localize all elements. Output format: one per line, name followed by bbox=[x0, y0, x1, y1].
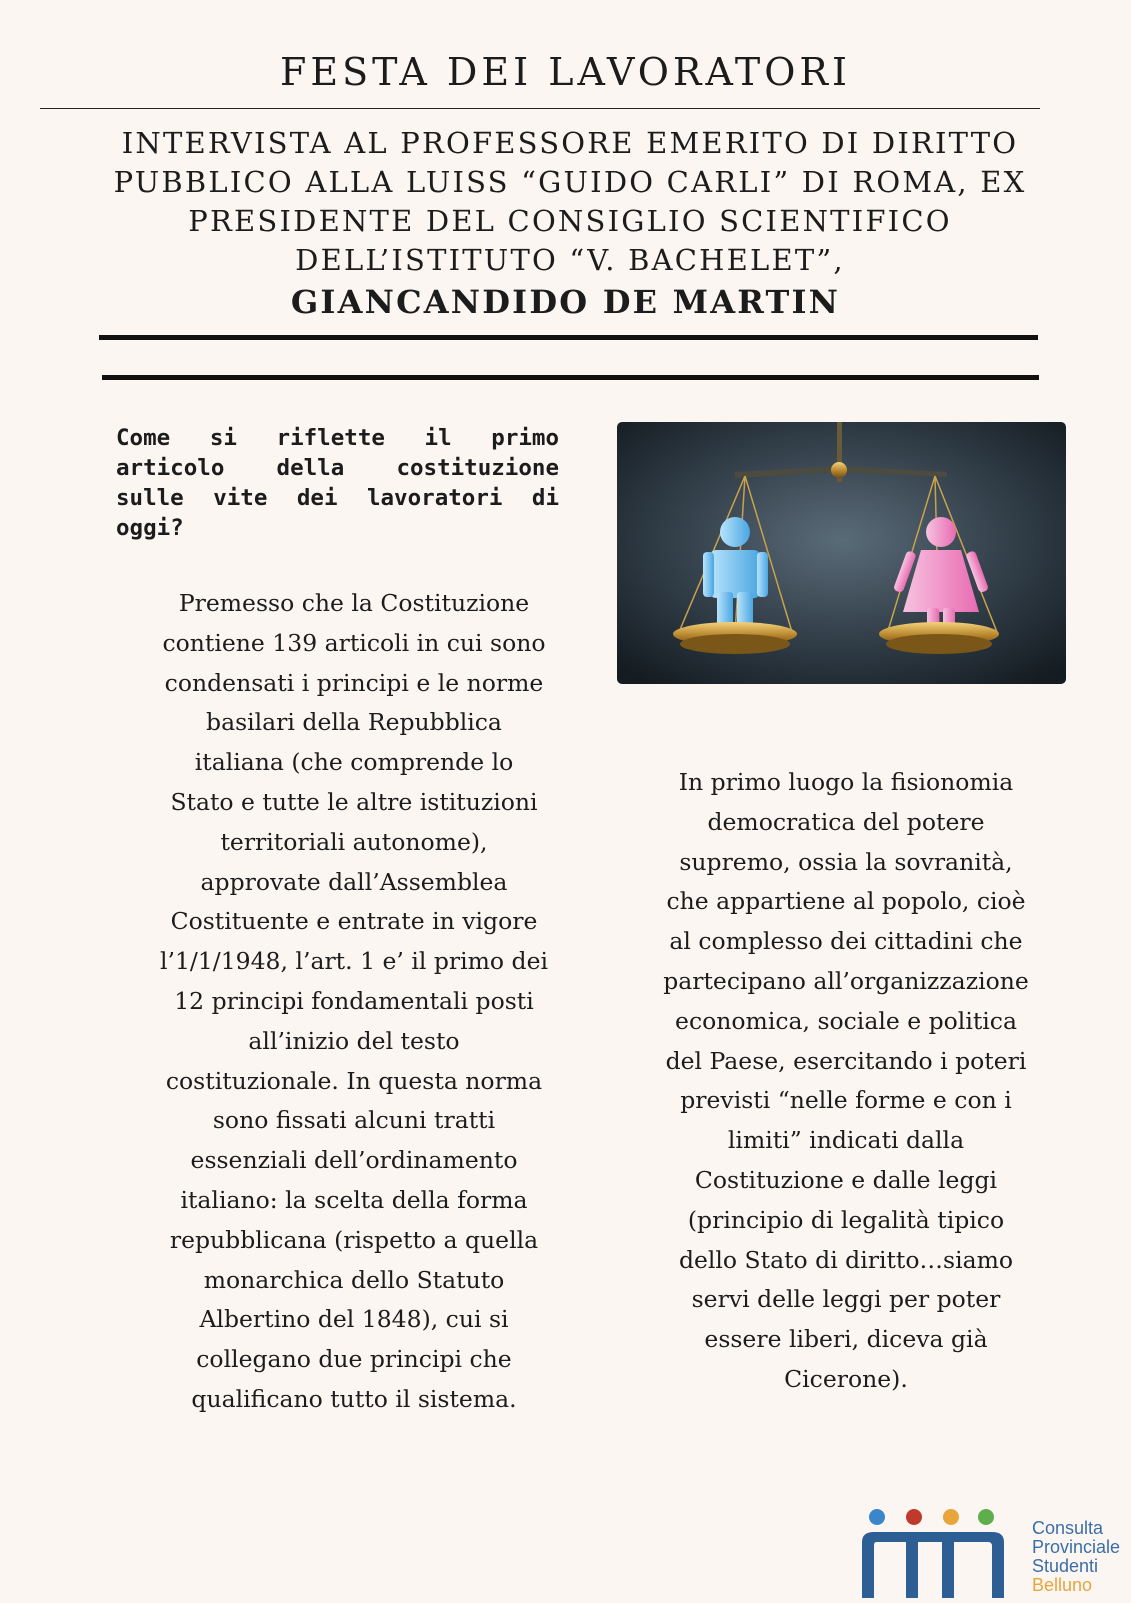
answer-line: Albertino del 1848), cui si bbox=[199, 1305, 509, 1334]
answer-line: territoriali autonome), bbox=[220, 827, 488, 856]
answer-line: previsti “nelle forme e con i bbox=[680, 1086, 1012, 1115]
logo-dot bbox=[906, 1509, 922, 1525]
answer-line: Costituente e entrate in vigore bbox=[170, 907, 538, 936]
interview-subtitle bbox=[100, 124, 1040, 280]
answer-line: costituzionale. In questa norma bbox=[165, 1066, 543, 1095]
answer-line: al complesso dei cittadini che bbox=[669, 927, 1023, 956]
answer-line: italiana (che comprende lo bbox=[194, 748, 514, 777]
answer-line: che appartiene al popolo, cioè bbox=[666, 887, 1026, 916]
logo-bars bbox=[862, 1532, 1004, 1598]
answer-line: all’inizio del testo bbox=[248, 1026, 460, 1055]
answer-line: economica, sociale e politica bbox=[675, 1006, 1017, 1035]
logo-line: Provinciale bbox=[1032, 1537, 1121, 1557]
answer-left-column bbox=[120, 584, 588, 1420]
title-divider bbox=[40, 108, 1040, 109]
answer-line: dello Stato di diritto…siamo bbox=[678, 1245, 1014, 1274]
balance-scale-illustration bbox=[617, 422, 1066, 684]
header-divider-bottom bbox=[102, 375, 1039, 380]
answer-line: l’1/1/1948, l’art. 1 e’ il primo dei bbox=[159, 947, 548, 976]
subtitle-line: INTERVISTA AL PROFESSORE EMERITO DI DIRITTO bbox=[121, 126, 1019, 160]
page-title: FESTA DEI LAVORATORI bbox=[279, 50, 852, 94]
answer-line: supremo, ossia la sovranità, bbox=[679, 847, 1013, 876]
answer-line: 12 principi fondamentali posti bbox=[174, 986, 534, 1015]
interview-question: Come si riflette il primo articolo della costituzione sulle vite dei lavoratori di oggi? bbox=[116, 425, 559, 541]
answer-line: qualificano tutto il sistema. bbox=[191, 1384, 517, 1413]
logo-line: Consulta bbox=[1032, 1518, 1104, 1538]
answer-line: Stato e tutte le altre istituzioni bbox=[170, 787, 538, 816]
gender-equality-scale-image bbox=[617, 422, 1066, 684]
answer-line: Premesso che la Costituzione bbox=[178, 589, 530, 617]
answer-line: condensati i principi e le norme bbox=[164, 668, 544, 697]
consulta-logo-text bbox=[1032, 1519, 1120, 1595]
logo-line: Belluno bbox=[1032, 1575, 1093, 1595]
answer-line: repubblicana (rispetto a quella bbox=[169, 1225, 539, 1254]
answer-line: servi delle leggi per poter bbox=[691, 1285, 1001, 1314]
answer-line: sono fissati alcuni tratti bbox=[212, 1106, 496, 1135]
answer-line: collegano due principi che bbox=[196, 1345, 512, 1374]
answer-line: limiti” indicati dalla bbox=[727, 1126, 965, 1155]
answer-line: (principio di legalità tipico bbox=[687, 1205, 1005, 1234]
answer-line: partecipano all’organizzazione bbox=[663, 966, 1029, 995]
subtitle-line: PUBBLICO ALLA LUISS “GUIDO CARLI” DI ROMA, EX bbox=[113, 165, 1027, 199]
answer-line: italiano: la scelta della forma bbox=[180, 1185, 528, 1214]
subtitle-line: PRESIDENTE DEL CONSIGLIO SCIENTIFICO bbox=[188, 204, 952, 238]
answer-line: essenziali dell’ordinamento bbox=[190, 1146, 518, 1175]
logo-line: Studenti bbox=[1032, 1556, 1099, 1576]
consulta-logo-icon bbox=[862, 1508, 1004, 1598]
answer-line: del Paese, esercitando i poteri bbox=[665, 1046, 1027, 1075]
answer-line: democratica del potere bbox=[707, 807, 985, 836]
logo-dot bbox=[869, 1509, 885, 1525]
answer-line: essere liberi, diceva già bbox=[704, 1325, 988, 1354]
logo-dot bbox=[943, 1509, 959, 1525]
answer-line: contiene 139 articoli in cui sono bbox=[162, 628, 546, 657]
answer-line: In primo luogo la fisionomia bbox=[678, 768, 1014, 796]
answer-line: monarchica dello Statuto bbox=[203, 1265, 505, 1294]
logo-dot bbox=[978, 1509, 994, 1525]
answer-line: approvate dall’Assemblea bbox=[200, 867, 508, 896]
answer-line: Cicerone). bbox=[784, 1364, 908, 1393]
answer-line: Costituzione e dalle leggi bbox=[694, 1165, 998, 1194]
header-divider-top bbox=[99, 335, 1038, 340]
answer-line: basilari della Repubblica bbox=[206, 708, 502, 737]
answer-right-column bbox=[615, 763, 1077, 1400]
subtitle-line: DELL’ISTITUTO “V. BACHELET”, bbox=[295, 243, 845, 277]
interviewee-name: GIANCANDIDO DE MARTIN bbox=[290, 283, 841, 321]
